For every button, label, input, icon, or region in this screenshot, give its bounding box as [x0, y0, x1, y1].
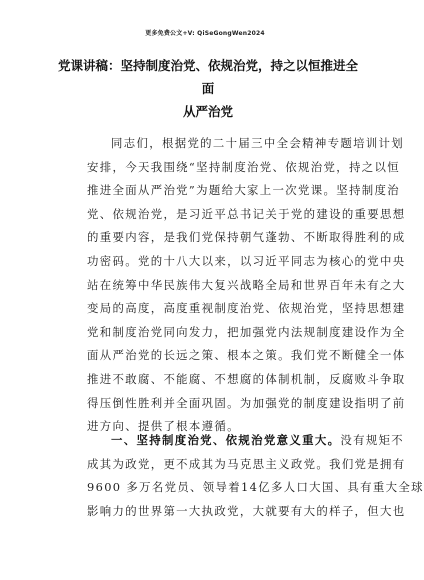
text-line: 功密码。党的十八大以来，以习近平同志为核心的党中央: [87, 253, 406, 268]
text-line: 面从严治党的长远之策、根本之策。我们党不断健全一体: [87, 348, 406, 363]
text-line: 影响力的世界第一大执政党，大就要有大的样子，但大也: [87, 503, 406, 518]
text-line: 进方向、提供了根本遵循。: [87, 419, 240, 434]
paragraph-intro: [87, 132, 406, 439]
paragraph-section-one: [87, 429, 424, 523]
section-heading-continuation: 没有规矩不: [340, 433, 405, 447]
title-line-2: 从严治党: [182, 104, 233, 119]
title-line-1: 党课讲稿：坚持制度治党、依规治党，持之以恒推进全面: [58, 58, 359, 96]
document-title: [58, 54, 358, 123]
text-line: 推进全面从严治党”为题给大家上一次党课。坚持制度治: [87, 183, 400, 198]
text-line: 站在统筹中华民族伟大复兴战略全局和世界百年未有之大: [87, 277, 406, 292]
text-line: 推进不敢腐、不能腐、不想腐的体制机制，反腐败斗争取: [87, 371, 406, 386]
text-line: 安排，今天我围绕“坚持制度治党、依规治党，持之以恒: [87, 159, 400, 174]
section-heading: 一、坚持制度治党、依规治党意义重大。: [111, 433, 341, 447]
header-watermark: 更多免费公文+V: QiSeGongWen2024: [145, 30, 265, 37]
text-line: 同志们，根据党的二十届三中全会精神专题培训计划: [111, 136, 405, 150]
text-line: 的重要内容，是我们党保持朝气蓬勃、不断取得胜利的成: [87, 230, 406, 245]
text-line: 变局的高度，高度重视制度治党、依规治党，坚持思想建: [87, 301, 406, 316]
section-heading-line: [87, 429, 405, 453]
text-line: 得压倒性胜利并全面巩固。为加强党的制度建设指明了前: [87, 395, 406, 410]
text-line: 党、依规治党，是习近平总书记关于党的建设的重要思想: [87, 206, 406, 221]
text-line: 9600 多万名党员、领导着14亿多人口大国、具有重大全球: [87, 480, 424, 495]
text-line: 成其为政党，更不成其为马克思主义政党。我们党是拥有: [87, 456, 406, 471]
text-line: 党和制度治党同向发力，把加强党内法规制度建设作为全: [87, 324, 406, 339]
